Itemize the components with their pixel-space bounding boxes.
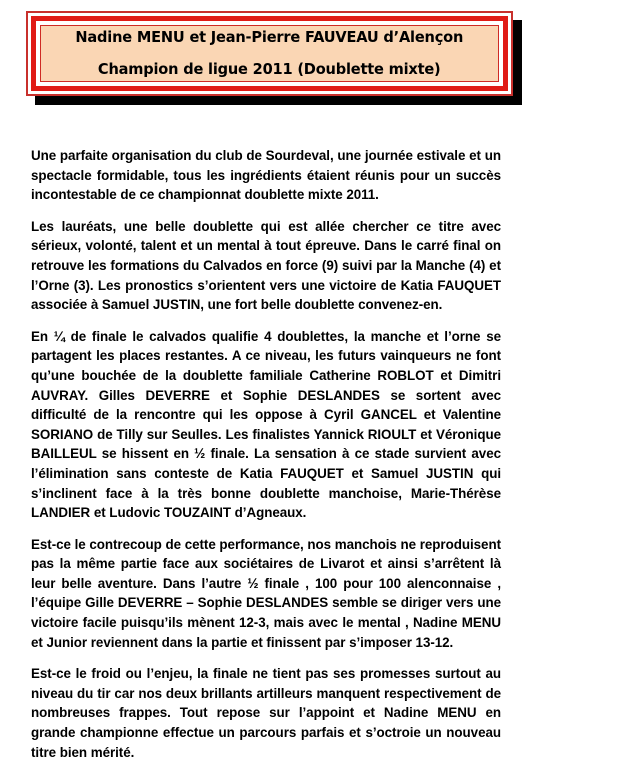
banner-middle-border (31, 16, 508, 91)
banner-inner-panel (40, 25, 499, 82)
article-paragraph: Une parfaite organisation du club de Sourdeval, une journée estivale et un spectacle formidable, tous les ingrédients étaient réunis pour un succès incontestable de ce championnat doublette mixte 2011. (31, 148, 501, 203)
banner-title-line-2: Champion de ligue 2011 (Doublette mixte) (98, 60, 441, 78)
banner-outer-border (26, 11, 513, 96)
article-body (31, 146, 501, 762)
article-paragraph: Les lauréats, une belle doublette qui est allée chercher ce titre avec sérieux, volonté, talent et un mental à tout épreuve. Dans le carré final on retrouve les formations du Calvados en force (9) suivi par la Manche (4) et l’Orne (3). Les pronostics s’orientent vers une victoire de Katia FAUQUET associée à Samuel JUSTIN, une fort belle doublette convenez-en. (31, 218, 501, 313)
title-banner (26, 11, 522, 105)
article-paragraph: Est-ce le contrecoup de cette performance, nos manchois ne reproduisent pas la même partie face aux sociétaires de Livarot et ainsi s’arrêtent là leur belle aventure. Dans l’autre ½ finale , 100 pour 100 alenconnaise , l’équipe Gille DEVERRE – Sophie DESLANDES semble se diriger vers une victoire facile puisqu’ils mènent 12-3, mais avec le mental , Nadine MENU et Junior reviennent dans la partie et finissent par s’imposer 13-12. (31, 536, 501, 650)
article-paragraph: Est-ce le froid ou l’enjeu, la finale ne tient pas ses promesses surtout au niveau du tir car nos deux brillants artilleurs manquent respectivement de nombreuses frappes. Tout repose sur l’appoint et Nadine MENU en grande championne effectue un parcours parfais et s’octroie un nouveau titre bien mérité. (31, 666, 501, 760)
banner-title-line-1: Nadine MENU et Jean-Pierre FAUVEAU d’Alençon (75, 27, 464, 46)
article-paragraph: En ¼ de finale le calvados qualifie 4 doublettes, la manche et l’orne se partagent les places restantes. A ce niveau, les futurs vainqueurs ne font qu’une bouchée de la doublette familiale Catherine ROBLOT et Dimitri AUVRAY. Gilles DEVERRE et Sophie DESLANDES se sortent avec difficulté de la rencontre qui les oppose à Cyril GANCEL et Valentine SORIANO de Tilly sur Seulles. Les finalistes Yannick RIOULT et Véronique BAILLEUL se hissent en ½ finale. La sensation à ce stade survient avec l’élimination sans conteste de Katia FAUQUET et Samuel JUSTIN qui s’inclinent face à la très bonne doublette manchoise, Marie-Thérèse LANDIER et Ludovic TOUZAINT d’Agneaux. (31, 328, 501, 521)
